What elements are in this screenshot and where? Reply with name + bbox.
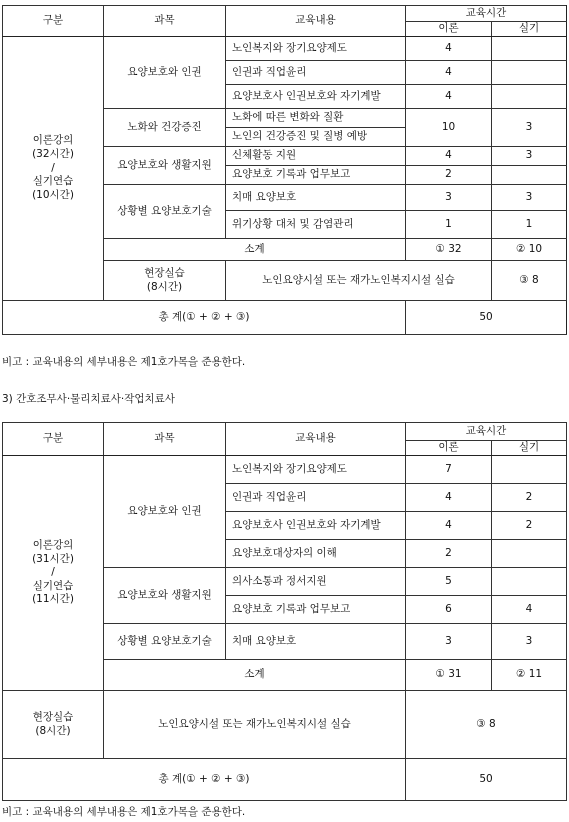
theory-hours: 4 (406, 85, 492, 109)
theory-hours: 6 (406, 596, 492, 624)
practice-hours: 4 (492, 596, 567, 624)
subject-cell: 요양보호와 생활지원 (104, 147, 226, 185)
content-cell: 위기상황 대처 및 감염관리 (226, 211, 406, 239)
field-practice-hours: ③ 8 (406, 691, 567, 759)
practice-hours (492, 540, 567, 568)
content-cell: 치매 요양보호 (226, 185, 406, 211)
theory-hours: 4 (406, 37, 492, 61)
subtotal-practice: ② 11 (492, 660, 567, 691)
header-hours: 교육시간 (406, 6, 567, 22)
total-row (3, 759, 567, 801)
practice-hours (492, 166, 567, 185)
subject-cell: 요양보호와 인권 (104, 456, 226, 568)
practice-hours (492, 37, 567, 61)
total-label: 총 계(① + ② + ③) (3, 759, 406, 801)
practice-hours (492, 568, 567, 596)
subject-cell: 상황별 요양보호기술 (104, 624, 226, 660)
category-theory-practice: 이론강의 (32시간) / 실기연습 (10시간) (3, 37, 104, 301)
total-label: 총 계(① + ② + ③) (3, 301, 406, 335)
content-cell: 노인의 건강증진 및 질병 예방 (226, 128, 406, 147)
field-practice-hours: ③ 8 (492, 261, 567, 301)
practice-hours (492, 456, 567, 484)
practice-hours: 2 (492, 512, 567, 540)
subtotal-theory: ① 32 (406, 239, 492, 261)
subject-cell: 상황별 요양보호기술 (104, 185, 226, 239)
theory-hours: 2 (406, 540, 492, 568)
table-row (3, 456, 567, 484)
content-cell: 요양보호사 인권보호와 자기계발 (226, 85, 406, 109)
theory-hours: 3 (406, 185, 492, 211)
theory-hours: 7 (406, 456, 492, 484)
content-cell: 인권과 직업윤리 (226, 61, 406, 85)
subtotal-label: 소계 (104, 660, 406, 691)
theory-hours: 1 (406, 211, 492, 239)
section-heading-3: 3) 간호조무사·물리치료사·작업치료사 (2, 393, 175, 405)
theory-hours: 4 (406, 147, 492, 166)
subtotal-label: 소계 (104, 239, 406, 261)
header-category: 구분 (3, 423, 104, 456)
theory-hours: 5 (406, 568, 492, 596)
subtotal-theory: ① 31 (406, 660, 492, 691)
table-row (3, 37, 567, 61)
header-subject: 과목 (104, 6, 226, 37)
field-practice-content: 노인요양시설 또는 재가노인복지시설 실습 (104, 691, 406, 759)
practice-hours (492, 85, 567, 109)
theory-hours: 4 (406, 61, 492, 85)
content-cell: 노인복지와 장기요양제도 (226, 37, 406, 61)
header-content: 교육내용 (226, 6, 406, 37)
content-cell: 치매 요양보호 (226, 624, 406, 660)
content-cell: 요양보호 기록과 업무보고 (226, 596, 406, 624)
total-hours: 50 (406, 301, 567, 335)
content-cell: 신체활동 지원 (226, 147, 406, 166)
practice-hours: 2 (492, 484, 567, 512)
category-theory-practice: 이론강의 (31시간) / 실기연습 (11시간) (3, 456, 104, 691)
field-practice-row (3, 691, 567, 759)
total-hours: 50 (406, 759, 567, 801)
practice-hours: 1 (492, 211, 567, 239)
theory-hours: 4 (406, 484, 492, 512)
content-cell: 인권과 직업윤리 (226, 484, 406, 512)
subject-cell: 요양보호와 생활지원 (104, 568, 226, 624)
subject-cell: 노화와 건강증진 (104, 109, 226, 147)
header-practice: 실기 (492, 441, 567, 456)
content-cell: 의사소통과 정서지원 (226, 568, 406, 596)
table-note-2: 비고 : 교육내용의 세부내용은 제1호가목을 준용한다. (2, 806, 246, 818)
curriculum-table-1 (2, 5, 567, 335)
content-cell: 요양보호사 인권보호와 자기계발 (226, 512, 406, 540)
header-practice: 실기 (492, 22, 567, 37)
header-category: 구분 (3, 6, 104, 37)
header-theory: 이론 (406, 441, 492, 456)
practice-hours (492, 61, 567, 85)
subtotal-practice: ② 10 (492, 239, 567, 261)
theory-hours: 3 (406, 624, 492, 660)
category-field-practice: 현장실습 (8시간) (3, 691, 104, 759)
content-cell: 요양보호대상자의 이해 (226, 540, 406, 568)
practice-hours: 3 (492, 109, 567, 147)
field-practice-content: 노인요양시설 또는 재가노인복지시설 실습 (226, 261, 492, 301)
table-note-1: 비고 : 교육내용의 세부내용은 제1호가목을 준용한다. (2, 356, 246, 368)
total-row (3, 301, 567, 335)
content-cell: 노인복지와 장기요양제도 (226, 456, 406, 484)
curriculum-table-2 (2, 422, 567, 801)
practice-hours: 3 (492, 147, 567, 166)
practice-hours: 3 (492, 624, 567, 660)
header-hours: 교육시간 (406, 423, 567, 441)
category-field-practice: 현장실습 (8시간) (104, 261, 226, 301)
subject-cell: 요양보호와 인권 (104, 37, 226, 109)
theory-hours: 10 (406, 109, 492, 147)
header-content: 교육내용 (226, 423, 406, 456)
header-subject: 과목 (104, 423, 226, 456)
theory-hours: 2 (406, 166, 492, 185)
content-cell: 노화에 따른 변화와 질환 (226, 109, 406, 128)
header-theory: 이론 (406, 22, 492, 37)
theory-hours: 4 (406, 512, 492, 540)
content-cell: 요양보호 기록과 업무보고 (226, 166, 406, 185)
practice-hours: 3 (492, 185, 567, 211)
